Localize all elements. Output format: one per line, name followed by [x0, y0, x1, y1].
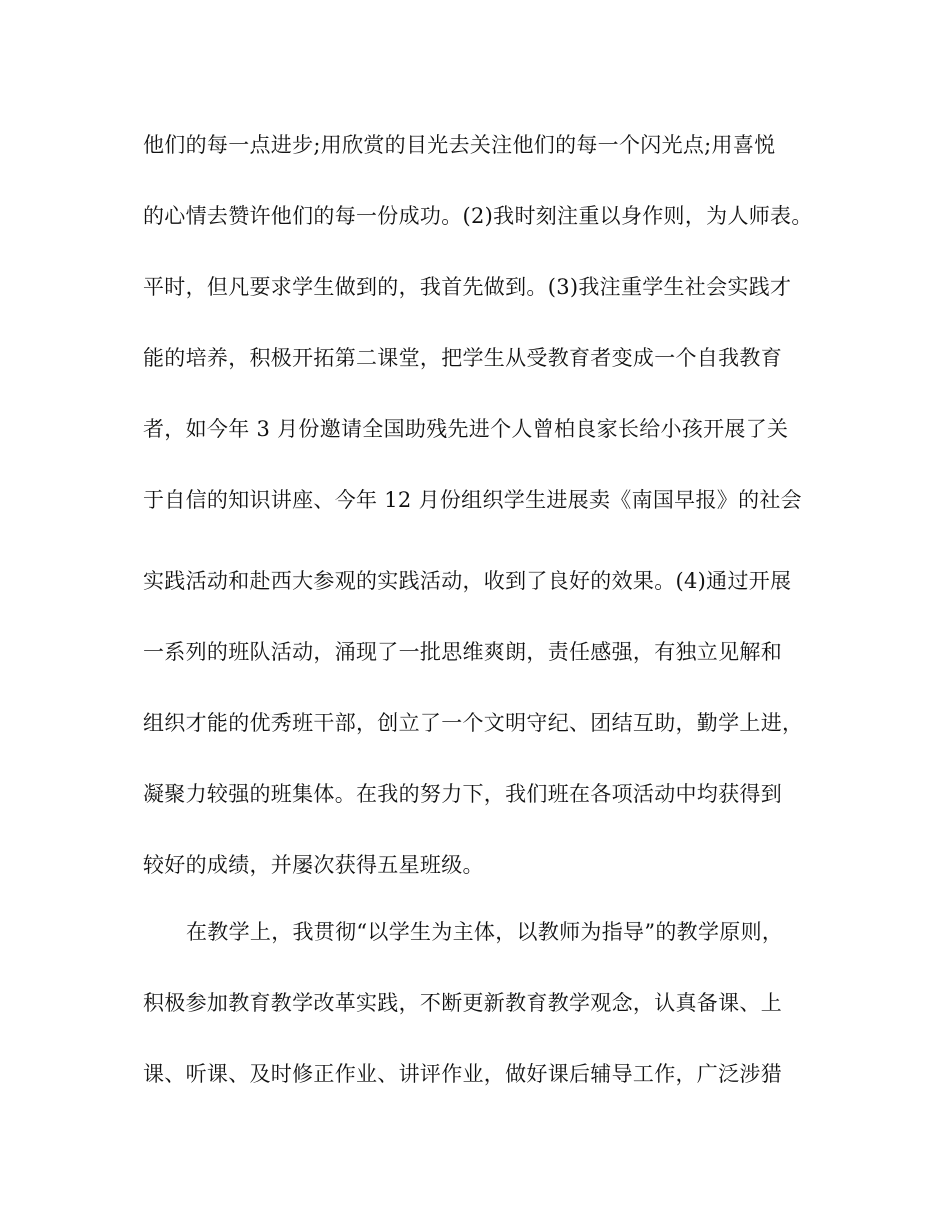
text-line: 课、听课、及时修正作业、讲评作业，做好课后辅导工作，广泛涉猎 [143, 1062, 782, 1086]
text-line: 较好的成绩，并屡次获得五星班级。 [143, 853, 484, 877]
text-line: 凝聚力较强的班集体。在我的努力下，我们班在各项活动中均获得到 [143, 782, 782, 806]
text-line: 组织才能的优秀班干部，创立了一个文明守纪、团结互助，勤学上进， [143, 711, 804, 735]
text-line: 实践活动和赴西大参观的实践活动，收到了良好的效果。(4)通过开展 [143, 569, 792, 593]
text-line: 积极参加教育教学改革实践，不断更新教育教学观念，认真备课、上 [143, 991, 782, 1015]
text-line: 能的培养，积极开拓第二课堂，把学生从受教育者变成一个自我教育 [143, 346, 782, 370]
text-line: 他们的每一点进步;用欣赏的目光去关注他们的每一个闪光点;用喜悦 [143, 133, 776, 157]
paragraph-first-line: 在教学上，我贯彻“以学生为主体，以教师为指导”的教学原则， [186, 920, 784, 944]
text-line: 于自信的知识讲座、今年 12 月份组织学生进展卖《南国早报》的社会 [143, 488, 802, 512]
text-line: 的心情去赞许他们的每一份成功。(2)我时刻注重以身作则，为人师表。 [143, 204, 813, 228]
text-line: 一系列的班队活动，涌现了一批思维爽朗，责任感强，有独立见解和 [143, 640, 782, 664]
text-line: 者，如今年 3 月份邀请全国助残先进个人曾柏良家长给小孩开展了关 [143, 417, 789, 441]
text-line: 平时，但凡要求学生做到的，我首先做到。(3)我注重学生社会实践才 [143, 275, 792, 299]
